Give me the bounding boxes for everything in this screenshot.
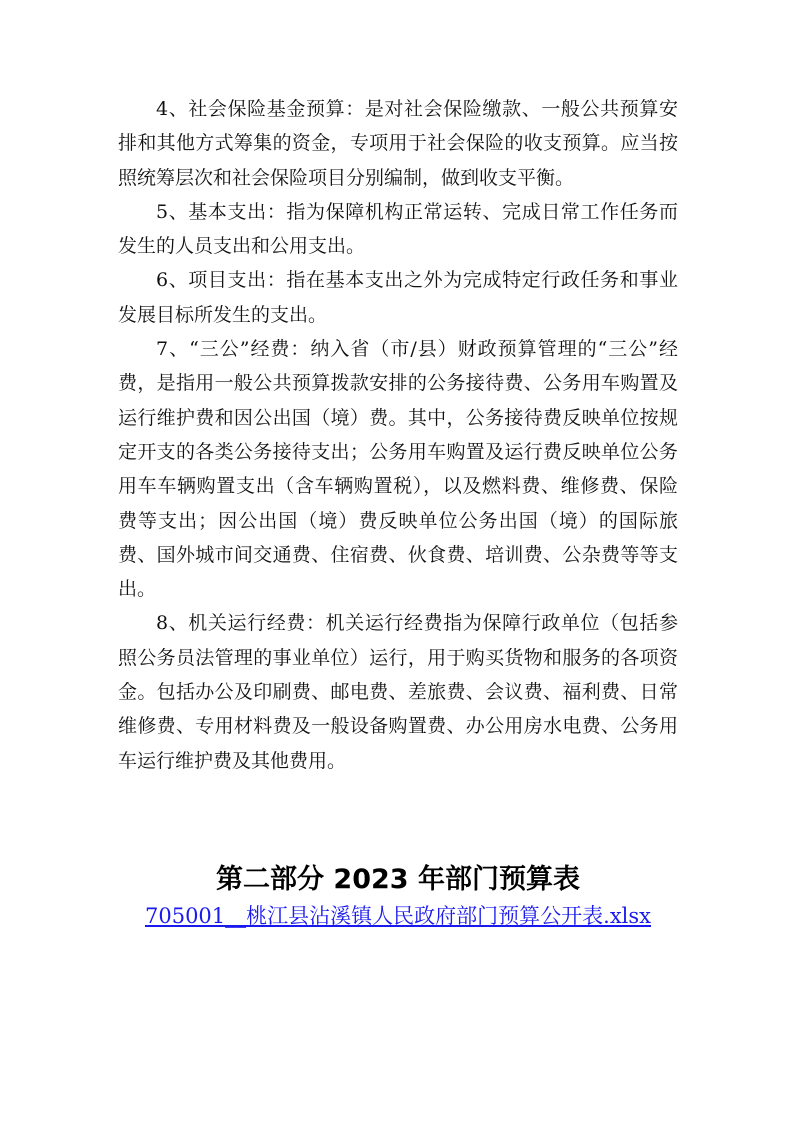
paragraph-project-expenditure: 6、项目支出：指在基本支出之外为完成特定行政任务和事业发展目标所发生的支出。 — [118, 269, 678, 326]
section-title: 第二部分 2023 年部门预算表 — [216, 864, 580, 895]
budget-spreadsheet-link[interactable]: 705001__桃江县沾溪镇人民政府部门预算公开表.xlsx — [144, 904, 652, 928]
paragraph-three-public-expenses: 7、“三公”经费：纳入省（市/县）财政预算管理的“三公”经费，是指用一般公共预算拨款安排的公务接待费、公务用车购置及运行维护费和因公出国（境）费。其中，公务接待费反映单位按规定开支的各类公务接待支出；公务用车购置及运行费反映单位公务用车车辆购置支出（含车辆购置税），以及燃料费、维修费、保险费等支出；因公出国（境）费反映单位公务出国（境）的国际旅费、国外城市间交通费、住宿费、伙食费、培训费、公杂费等等支出。 — [118, 338, 678, 601]
paragraph-agency-operating-expenses: 8、机关运行经费：机关运行经费指为保障行政单位（包括参照公务员法管理的事业单位）运行，用于购买货物和服务的各项资金。包括办公及印刷费、邮电费、差旅费、会议费、福利费、日常维修费、专用材料费及一般设备购置费、办公用房水电费、公务用车运行维护费及其他费用。 — [118, 612, 678, 772]
definitions-body — [118, 92, 678, 778]
paragraph-basic-expenditure: 5、基本支出：指为保障机构正常运转、完成日常工作任务而发生的人员支出和公用支出。 — [118, 200, 678, 258]
paragraph-social-insurance-budget: 4、社会保险基金预算：是对社会保险缴款、一般公共预算安排和其他方式筹集的资金，专项用于社会保险的收支预算。应当按照统筹层次和社会保险项目分别编制，做到收支平衡。 — [118, 98, 678, 189]
